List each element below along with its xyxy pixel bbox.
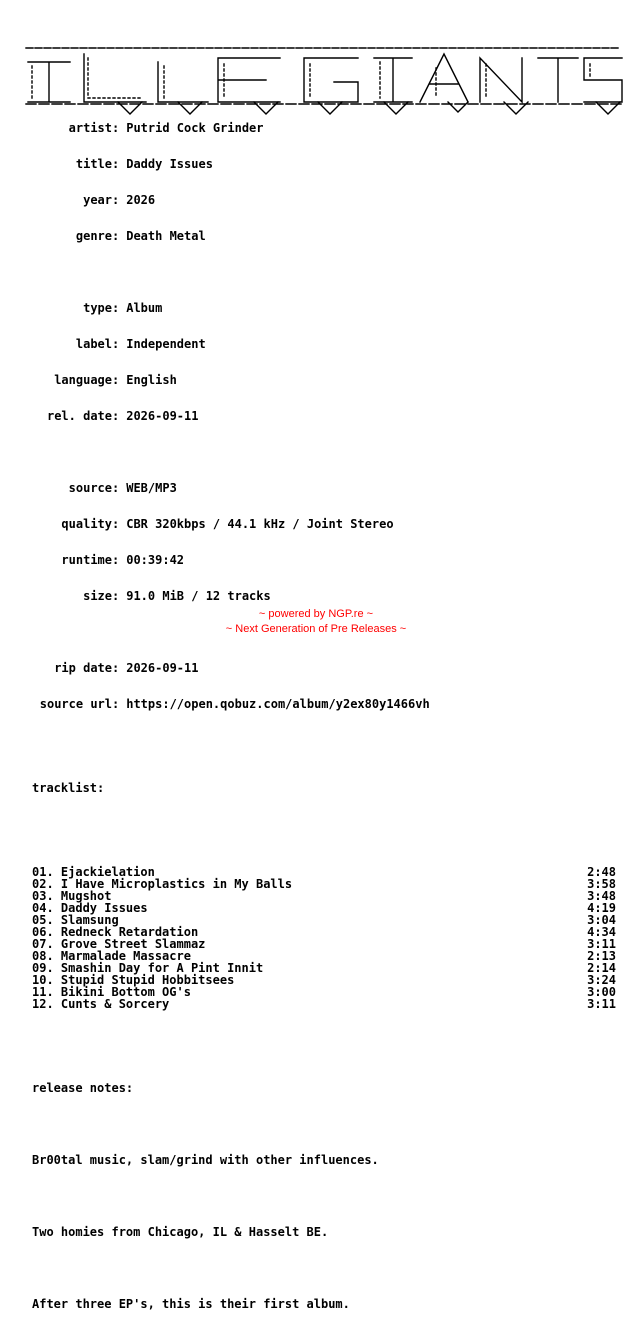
source-url-link[interactable]: https://open.qobuz.com/album/y2ex80y1466vh: [126, 697, 430, 711]
field-key: runtime: [61, 553, 112, 567]
field-key: rip date: [54, 661, 112, 675]
track-duration: 3:58: [587, 877, 616, 891]
ascii-logo: [18, 20, 630, 94]
track-duration: 2:14: [587, 961, 616, 975]
field-value: 00:39:42: [126, 553, 185, 567]
field-value: CBR 320kbps / 44.1 kHz / Joint Stereo: [126, 517, 394, 531]
field-value: 91.0 MiB / 12 tracks: [126, 589, 271, 603]
release-note-line: After three EP's, this is their first album.: [32, 1297, 350, 1311]
track-title: 06. Redneck Retardation: [32, 925, 199, 939]
field-artist: artist: Putrid Cock Grinder: [8, 122, 624, 134]
track-duration: 2:13: [587, 949, 616, 963]
field-title: title: Daddy Issues: [8, 158, 624, 170]
field-key: type: [83, 301, 112, 315]
track-title: 02. I Have Microplastics in My Balls: [32, 877, 293, 891]
field-value: Album: [126, 301, 163, 315]
track-duration: 3:48: [587, 889, 616, 903]
track-duration: 3:04: [587, 913, 616, 927]
track-title: 09. Smashin Day for A Pint Innit: [32, 961, 264, 975]
field-rel-date: rel. date: 2026-09-11: [8, 410, 624, 422]
track-row: [8, 998, 624, 1010]
field-runtime: runtime: 00:39:42: [8, 554, 624, 566]
track-duration: 2:48: [587, 865, 616, 879]
field-value: English: [126, 373, 177, 387]
field-rip-date: rip date: 2026-09-11: [8, 662, 624, 674]
track-duration: 4:34: [587, 925, 616, 939]
track-title: 01. Ejackielation: [32, 865, 155, 879]
field-key: year: [83, 193, 112, 207]
track-title: 07. Grove Street Slammaz: [32, 937, 206, 951]
tracklist-heading: tracklist:: [32, 781, 105, 795]
field-label: label: Independent: [8, 338, 624, 350]
tracklist: [8, 866, 624, 1010]
field-key: language: [54, 373, 112, 387]
field-source-url: source url: https://open.qobuz.com/album/y2ex80y1466vh: [8, 698, 624, 710]
footer-powered-by[interactable]: ~ powered by NGP.re ~: [258, 608, 374, 620]
field-quality: quality: CBR 320kbps / 44.1 kHz / Joint Stereo: [8, 518, 624, 530]
field-value: 2026: [126, 193, 156, 207]
track-title: 10. Stupid Stupid Hobbitsees: [32, 973, 235, 987]
footer-tagline: ~ Next Generation of Pre Releases ~: [225, 623, 407, 635]
field-value: Independent: [126, 337, 206, 351]
track-title: 03. Mugshot: [32, 889, 112, 903]
field-key: title: [75, 157, 112, 171]
field-key: source url: [39, 697, 112, 711]
field-type: type: Album: [8, 302, 624, 314]
track-title: 04. Daddy Issues: [32, 901, 148, 915]
field-key: source: [68, 481, 112, 495]
field-size: size: 91.0 MiB / 12 tracks: [8, 590, 624, 602]
field-value: 2026-09-11: [126, 409, 199, 423]
track-title: 11. Bikini Bottom OG's: [32, 985, 191, 999]
track-duration: 3:00: [587, 985, 616, 999]
release-note-line: Two homies from Chicago, IL & Hasselt BE.: [32, 1225, 329, 1239]
field-key: quality: [61, 517, 112, 531]
track-duration: 3:11: [587, 937, 616, 951]
field-key: rel. date: [46, 409, 112, 423]
field-value: Daddy Issues: [126, 157, 213, 171]
track-title: 05. Slamsung: [32, 913, 119, 927]
field-language: language: English: [8, 374, 624, 386]
field-key: label: [75, 337, 112, 351]
release-note-line: Br00tal music, slam/grind with other influences.: [32, 1153, 379, 1167]
track-title: 12. Cunts & Sorcery: [32, 997, 170, 1011]
footer: [0, 607, 632, 637]
field-key: size: [83, 589, 112, 603]
field-value: Death Metal: [126, 229, 206, 243]
field-value: WEB/MP3: [126, 481, 177, 495]
track-duration: 4:19: [587, 901, 616, 915]
release-info: [8, 98, 624, 1320]
field-value: Putrid Cock Grinder: [126, 121, 264, 135]
field-key: genre: [75, 229, 112, 243]
field-value: 2026-09-11: [126, 661, 199, 675]
field-year: year: 2026: [8, 194, 624, 206]
track-duration: 3:11: [587, 997, 616, 1011]
field-key: artist: [68, 121, 112, 135]
track-duration: 3:24: [587, 973, 616, 987]
release-notes-heading: release notes:: [32, 1081, 134, 1095]
field-source: source: WEB/MP3: [8, 482, 624, 494]
field-genre: genre: Death Metal: [8, 230, 624, 242]
track-title: 08. Marmalade Massacre: [32, 949, 191, 963]
